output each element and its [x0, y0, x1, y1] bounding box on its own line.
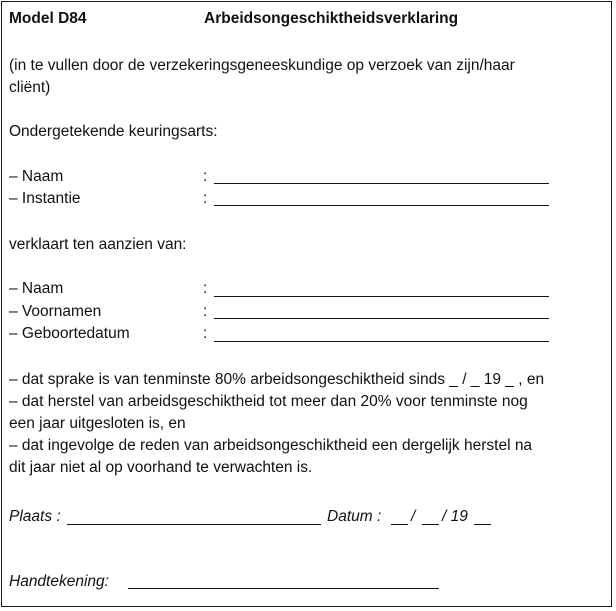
- form-title: Arbeidsongeschiktheidsverklaring: [204, 10, 459, 27]
- subject-birthdate-colon: :: [203, 325, 208, 342]
- subject-name-colon: :: [203, 280, 208, 297]
- signer-institution-label: – Instantie: [9, 190, 81, 207]
- place-field[interactable]: [67, 524, 321, 525]
- date-month-field[interactable]: [422, 524, 439, 525]
- signer-heading: Ondergetekende keuringsarts:: [9, 123, 218, 140]
- date-label: Datum :: [327, 508, 382, 525]
- date-slash-year: / 19: [442, 508, 468, 525]
- model-number: Model D84: [9, 10, 87, 27]
- place-label: Plaats :: [9, 508, 61, 525]
- date-day-field[interactable]: [391, 524, 408, 525]
- signer-institution-colon: :: [203, 190, 208, 207]
- date-slash-1: /: [411, 508, 416, 525]
- signer-institution-field[interactable]: [214, 205, 549, 206]
- statement-line-5: dit jaar niet al op voorhand te verwachten is.: [9, 459, 313, 476]
- statement-line-2: – dat herstel van arbeidsgeschiktheid tot meer dan 20% voor tenminste nog: [9, 393, 528, 410]
- subject-birthdate-label: – Geboortedatum: [9, 325, 130, 342]
- form-sheet: [1, 1, 612, 607]
- signature-label: Handtekening:: [9, 573, 109, 590]
- statement-line-1: – dat sprake is van tenminste 80% arbeidsongeschiktheid sinds _ / _ 19 _ , en: [9, 371, 545, 388]
- subject-firstnames-colon: :: [203, 303, 208, 320]
- date-year-field[interactable]: [474, 524, 491, 525]
- intro-line-2: cliënt): [9, 79, 51, 96]
- subject-firstnames-label: – Voornamen: [9, 303, 102, 320]
- statement-line-3: een jaar uitgesloten is, en: [9, 415, 186, 432]
- subject-name-label: – Naam: [9, 280, 64, 297]
- subject-name-field[interactable]: [214, 296, 549, 297]
- subject-heading: verklaart ten aanzien van:: [9, 236, 187, 253]
- intro-line-1: (in te vullen door de verzekeringsgeneeskundige op verzoek van zijn/haar: [9, 57, 515, 74]
- signer-name-label: – Naam: [9, 168, 64, 185]
- subject-firstnames-field[interactable]: [214, 318, 549, 319]
- signer-name-field[interactable]: [214, 183, 549, 184]
- signature-field[interactable]: [128, 588, 439, 589]
- subject-birthdate-field[interactable]: [214, 341, 549, 342]
- statement-line-4: – dat ingevolge de reden van arbeidsongeschiktheid een dergelijk herstel na: [9, 437, 533, 454]
- signer-name-colon: :: [203, 168, 208, 185]
